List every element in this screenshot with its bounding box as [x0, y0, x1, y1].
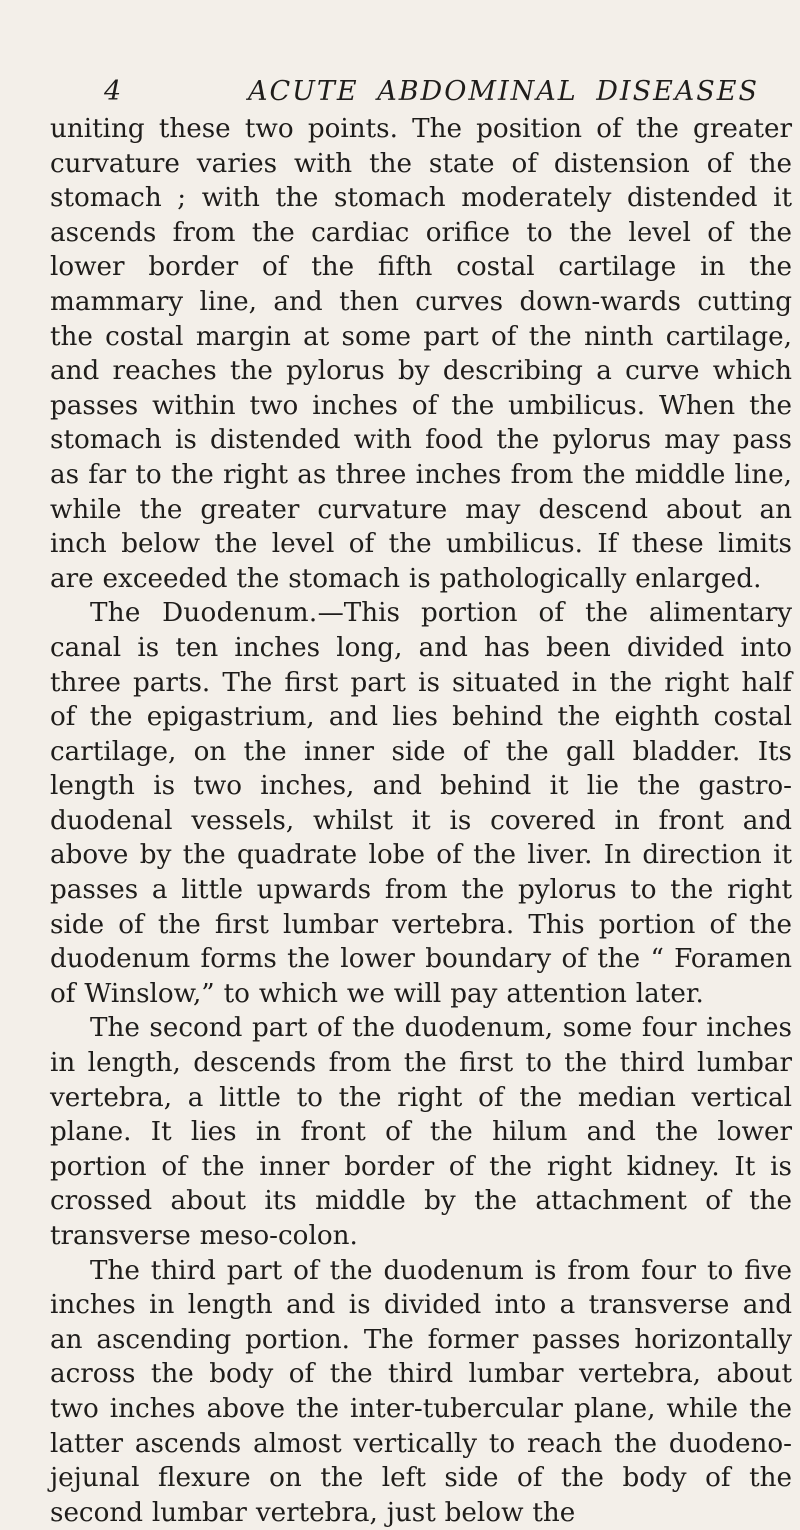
paragraph-duodenum-third-part	[50, 1254, 792, 1530]
section-heading-duodenum: The Duodenum.	[90, 598, 318, 629]
page-number: 4	[104, 76, 123, 107]
body-text	[50, 112, 792, 1530]
paragraph-text: uniting these two points. The position of the greater curvature varies with the state of distension of the stomach ; with the stomach moderately distended it ascends from the cardiac orifice to the level of the lower border of the fifth costal cartilage in the mammary line, and then curves down-wards cutting the costal margin at some part of the ninth cartilage, and reaches the pylorus by describing a curve which passes within two inches of the umbilicus. When the stomach is distended with food the pylorus may pass as far to the right as three inches from the middle line, while the greater curvature may descend about an inch below the level of the umbilicus. If these limits are exceeded the stomach is pathologically enlarged.	[50, 114, 792, 594]
paragraph-duodenum	[50, 596, 792, 1011]
paragraph-stomach-curvature	[50, 112, 792, 596]
running-head	[104, 76, 760, 112]
running-title: ACUTE ABDOMINAL DISEASES	[248, 76, 760, 107]
paragraph-duodenum-second-part	[50, 1011, 792, 1253]
paragraph-text: The third part of the duodenum is from four to five inches in length and is divided into a transverse and an ascending portion. The former passes horizontally across the body of the third lumbar vertebra, about two inches above the inter-tubercular plane, while the latter ascends almost vertically to reach the duodeno-jejunal flexure on the left side of the body of the second lumbar vertebra, just below the	[50, 1255, 792, 1528]
paragraph-text: —This portion of the alimentary canal is ten inches long, and has been divided into three parts. The first part is situated in the right half of the epigastrium, and lies behind the eighth costal cartilage, on the inner side of the gall bladder. Its length is two inches, and behind it lie the gastro-duodenal vessels, whilst it is covered in front and above by the quadrate lobe of the liver. In direction it passes a little upwards from the pylorus to the right side of the first lumbar vertebra. This portion of the duodenum forms the lower boundary of the “ Foramen of Winslow,” to which we will pay attention later.	[50, 598, 793, 1009]
paragraph-text: The second part of the duodenum, some four inches in length, descends from the first to the third lumbar vertebra, a little to the right of the median vertical plane. It lies in front of the hilum and the lower portion of the inner border of the right kidney. It is crossed about its middle by the attachment of the transverse meso-colon.	[50, 1013, 792, 1251]
